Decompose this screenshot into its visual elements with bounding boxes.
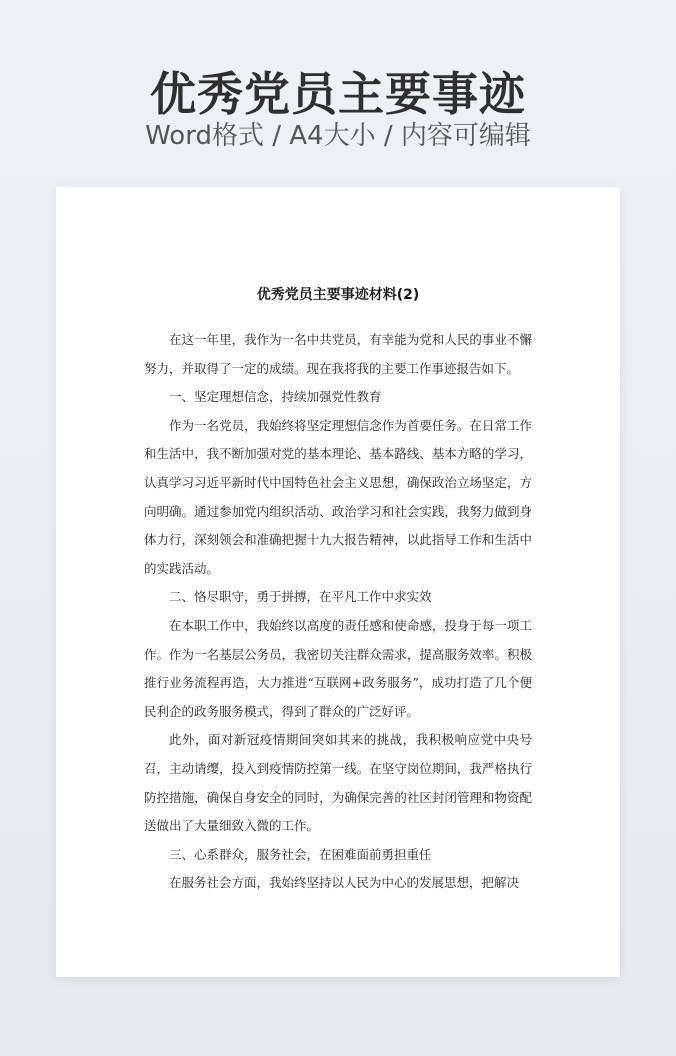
banner-title: 优秀党员主要事迹	[150, 67, 526, 121]
document-body	[144, 326, 532, 898]
paragraph-intro: 在这一年里，我作为一名中共党员，有幸能为党和人民的事业不懈努力，并取得了一定的成绩。现在我将我的主要工作事迹报告如下。	[144, 332, 532, 376]
section-heading-3: 三、心系群众，服务社会，在困难面前勇担重任	[169, 846, 432, 862]
paragraph-section-1: 作为一名党员，我始终将坚定理想信念作为首要任务。在日常工作和生活中，我不断加强对党的基本理论、基本路线、基本方略的学习，认真学习习近平新时代中国特色社会主义思想，确保政治立场坚定，方向明确。通过参加党内组织活动、政治学习和社会实践，我努力做到身体力行，深刻领会和准确把握十九大报告精神，以此指导工作和生活中的实践活动。	[144, 417, 532, 576]
paragraph-section-2a: 在本职工作中，我始终以高度的责任感和使命感，投身于每一项工作。作为一名基层公务员，我密切关注群众需求，提高服务效率。积极推行业务流程再造，大力推进“互联网+政务服务”，成功打造了几个便民利企的政务服务模式，得到了群众的广泛好评。	[144, 617, 532, 719]
banner-subtitle: Word格式 / A4大小 / 内容可编辑	[145, 121, 531, 151]
section-heading-1: 一、坚定理想信念，持续加强党性教育	[169, 389, 382, 405]
document-page	[56, 187, 620, 977]
document-title: 优秀党员主要事迹材料(2)	[256, 287, 420, 303]
paragraph-section-3: 在服务社会方面，我始终坚持以人民为中心的发展思想，把解决	[169, 875, 520, 891]
section-heading-2: 二、恪尽职守，勇于拼搏，在平凡工作中求实效	[169, 589, 432, 605]
paragraph-section-2b: 此外，面对新冠疫情期间突如其来的挑战，我积极响应党中央号召，主动请缨，投入到疫情防控第一线。在坚守岗位期间，我严格执行防控措施，确保自身安全的同时，为确保完善的社区封闭管理和物资配送做出了大量细致入微的工作。	[144, 732, 532, 834]
